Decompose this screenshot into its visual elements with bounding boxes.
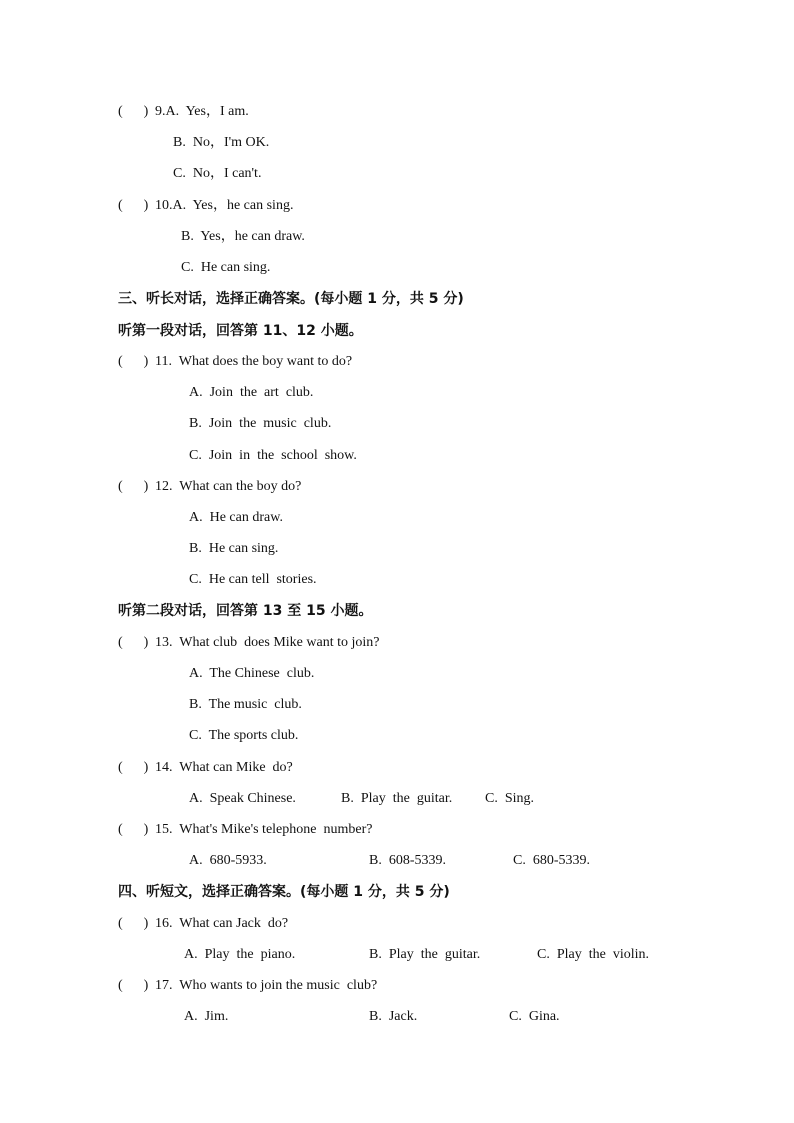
answer-blank: ( ) [118, 354, 149, 369]
question-14-option-a: A. Speak Chinese. [189, 791, 296, 806]
question-16-option-c: C. Play the violin. [537, 947, 649, 962]
answer-blank: ( ) [118, 104, 149, 119]
answer-blank: ( ) [118, 635, 149, 650]
section-3-subheading-2: 听第二段对话，回答第 13 至 15 小题。 [118, 603, 373, 619]
question-17-option-c: C. Gina. [509, 1009, 560, 1024]
answer-blank: ( ) [118, 978, 149, 993]
question-10-option-b: B. Yes，he can draw. [181, 229, 305, 244]
question-17-text: 17. Who wants to join the music club? [155, 978, 378, 993]
question-9-stem [118, 102, 249, 122]
question-14-stem [118, 758, 293, 778]
question-13-stem [118, 633, 379, 653]
question-10-stem [118, 196, 293, 216]
question-15-option-a: A. 680-5933. [189, 853, 267, 868]
question-13-option-a: A. The Chinese club. [189, 666, 315, 681]
question-12-stem [118, 477, 301, 497]
question-9-text: 9.A. Yes，I am. [155, 104, 249, 119]
question-14-text: 14. What can Mike do? [155, 760, 293, 775]
section-3-subheading-1: 听第一段对话，回答第 11、12 小题。 [118, 323, 363, 339]
question-11-option-c: C. Join in the school show. [189, 448, 357, 463]
question-12-option-b: B. He can sing. [189, 541, 279, 556]
question-16-text: 16. What can Jack do? [155, 916, 289, 931]
answer-blank: ( ) [118, 479, 149, 494]
question-17-option-b: B. Jack. [369, 1009, 418, 1024]
question-15-text: 15. What's Mike's telephone number? [155, 822, 373, 837]
section-3-heading: 三、听长对话，选择正确答案。(每小题 1 分，共 5 分) [118, 291, 464, 307]
question-15-option-b: B. 608-5339. [369, 853, 446, 868]
question-12-option-a: A. He can draw. [189, 510, 283, 525]
question-12-text: 12. What can the boy do? [155, 479, 302, 494]
question-14-option-c: C. Sing. [485, 791, 535, 806]
answer-blank: ( ) [118, 760, 149, 775]
question-13-option-c: C. The sports club. [189, 728, 299, 743]
question-10-option-c: C. He can sing. [181, 260, 271, 275]
answer-blank: ( ) [118, 916, 149, 931]
question-14-option-b: B. Play the guitar. [341, 791, 453, 806]
question-11-stem [118, 352, 352, 372]
question-15-option-c: C. 680-5339. [513, 853, 590, 868]
question-11-text: 11. What does the boy want to do? [155, 354, 353, 369]
question-9-option-c: C. No，I can't. [173, 166, 262, 181]
question-16-stem [118, 914, 288, 934]
answer-blank: ( ) [118, 198, 149, 213]
question-13-option-b: B. The music club. [189, 697, 302, 712]
question-10-text: 10.A. Yes，he can sing. [155, 198, 294, 213]
section-4-heading: 四、听短文，选择正确答案。(每小题 1 分，共 5 分) [118, 884, 450, 900]
question-17-option-a: A. Jim. [184, 1009, 229, 1024]
question-15-stem [118, 820, 372, 840]
question-11-option-b: B. Join the music club. [189, 416, 332, 431]
question-17-stem [118, 976, 377, 996]
question-9-option-b: B. No，I'm OK. [173, 135, 270, 150]
question-16-option-a: A. Play the piano. [184, 947, 296, 962]
question-16-option-b: B. Play the guitar. [369, 947, 481, 962]
question-11-option-a: A. Join the art club. [189, 385, 314, 400]
question-12-option-c: C. He can tell stories. [189, 572, 317, 587]
question-13-text: 13. What club does Mike want to join? [155, 635, 380, 650]
answer-blank: ( ) [118, 822, 149, 837]
